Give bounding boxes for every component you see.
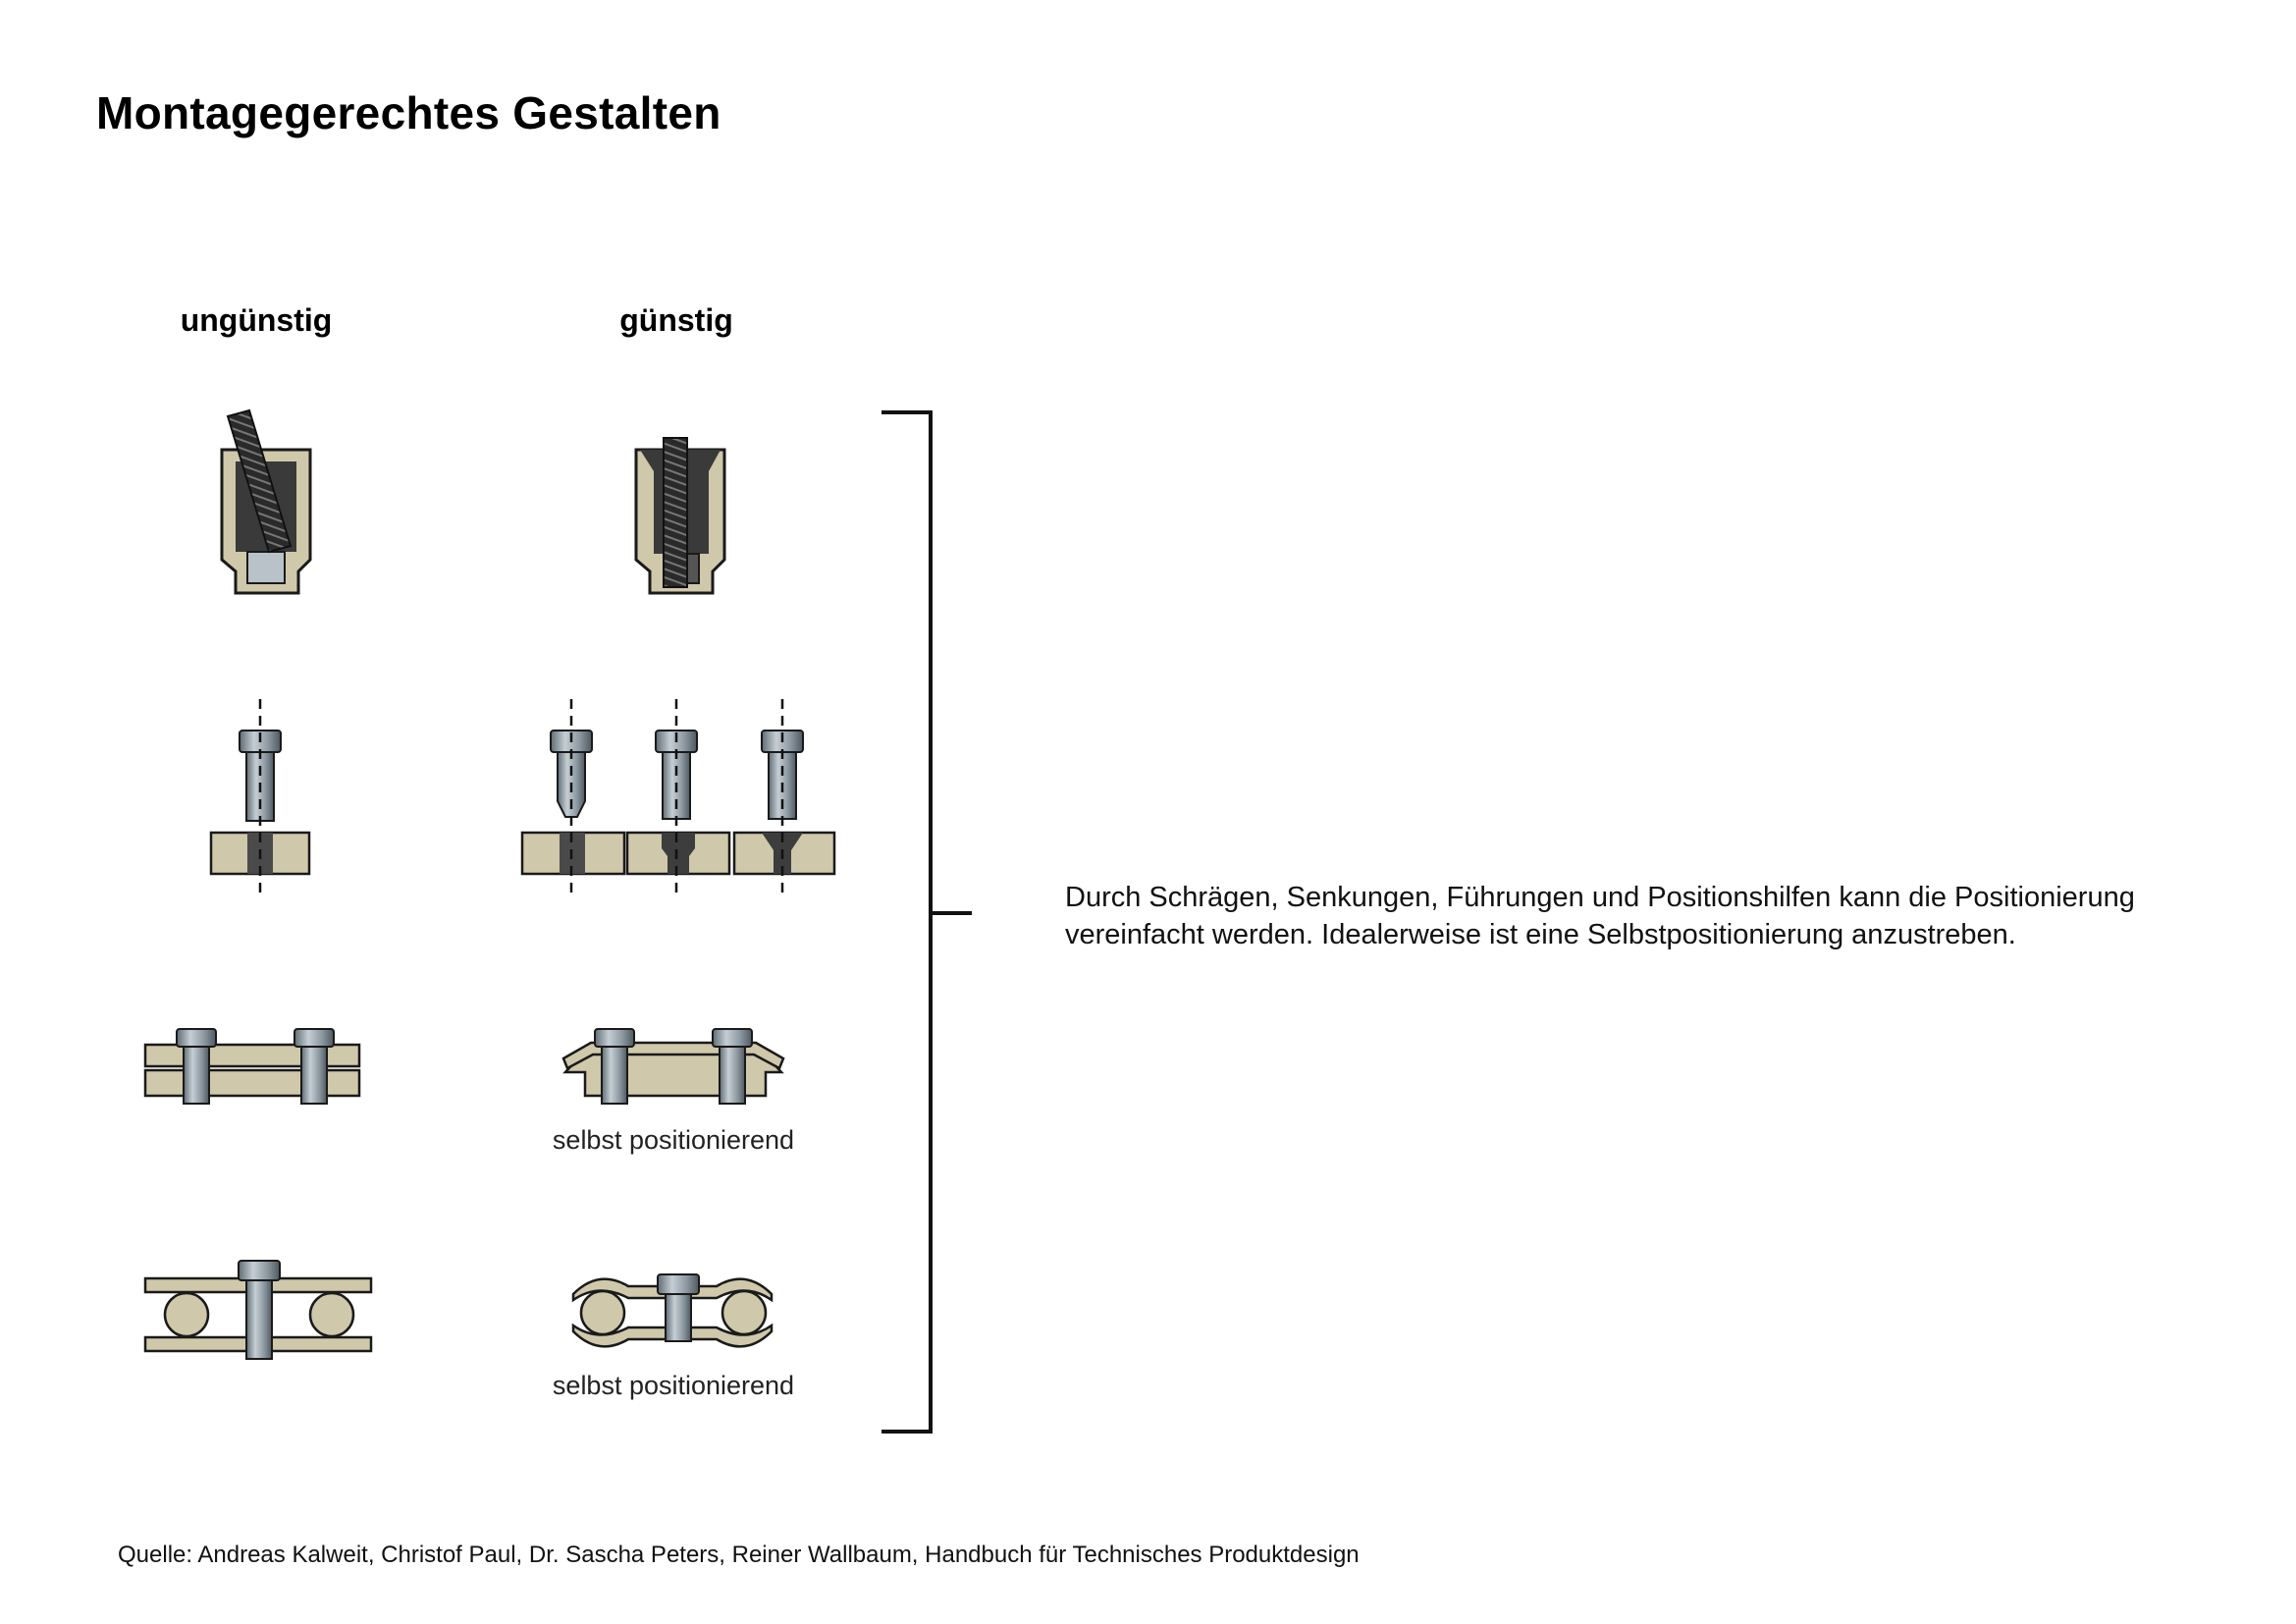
source-citation: Quelle: Andreas Kalweit, Christof Paul, Dr. Sascha Peters, Reiner Wallbaum, Handbuch für Technisches Produktdesign [118,1542,1360,1568]
grouping-bracket [881,412,972,1432]
row4-favorable-roller-assembly [573,1274,772,1346]
row2-unfavorable-bolt-plate [211,699,309,898]
description-line-1: Durch Schrägen, Senkungen, Führungen und Positionshilfen kann die Positionierung [1065,882,2135,913]
column-header-unfavorable: ungünstig [180,302,333,338]
row2-favorable-bolt-chamfer [522,699,624,898]
description-text [1065,879,2135,953]
caption-self-positioning-row4: selbst positionierend [552,1371,795,1400]
caption-self-positioning-row3: selbst positionierend [552,1125,795,1155]
row1-unfavorable-screw-socket [222,410,310,593]
row3-favorable-plates [563,1029,783,1104]
row3-unfavorable-plates [145,1029,359,1104]
column-header-favorable: günstig [619,302,733,338]
row4-unfavorable-roller-assembly [145,1261,371,1359]
page-title: Montagegerechtes Gestalten [96,87,721,138]
row2-favorable-bolt-guide [627,699,729,898]
row2-favorable-bolt-countersink [734,699,834,898]
description-line-2: vereinfacht werden. Idealerweise ist eine Selbstpositionierung anzustreben. [1065,919,2016,950]
row1-favorable-screw-socket [636,438,724,593]
